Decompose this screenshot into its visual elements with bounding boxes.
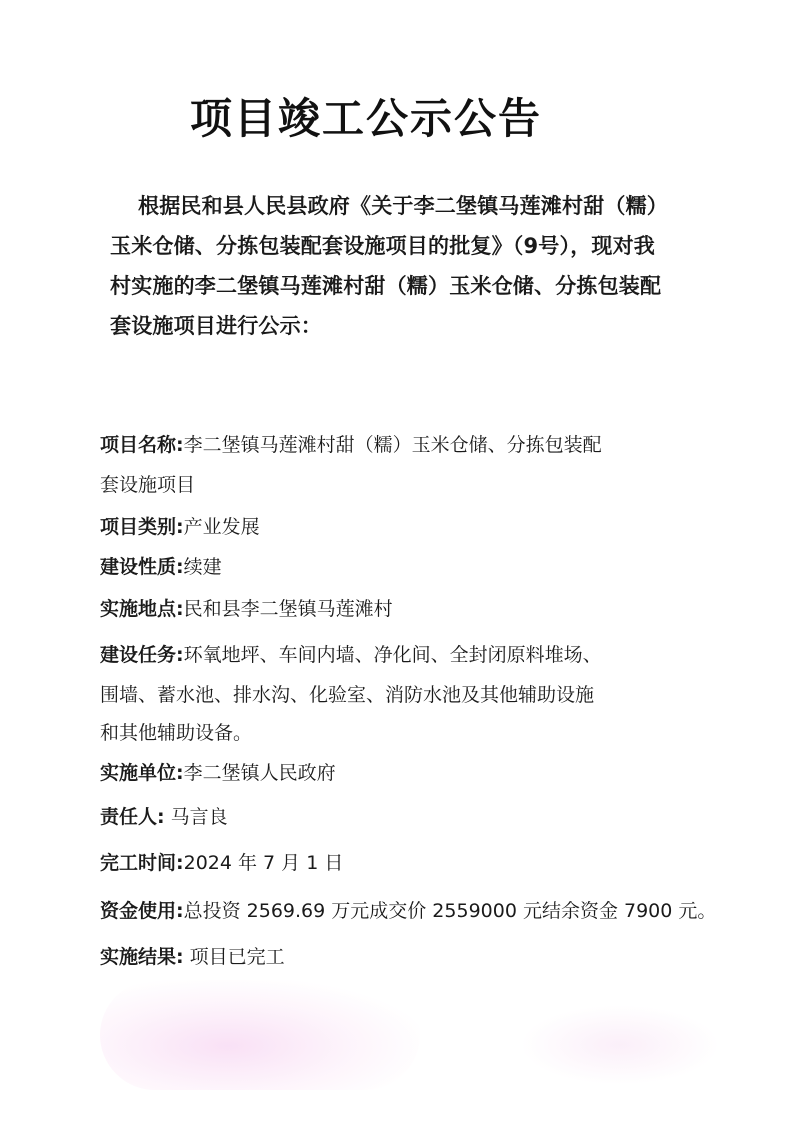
field-label: 实施单位: [100, 762, 184, 784]
pink-stain-decoration [100, 980, 420, 1090]
intro-line-3: 村实施的李二堡镇马莲滩村甜（糯）玉米仓储、分拣包装配 [110, 274, 662, 298]
field-label: 实施结果: [100, 946, 184, 968]
intro-line-1: 根据民和县人民县政府《关于李二堡镇马莲滩村甜（糯） [138, 194, 668, 218]
intro-line-4: 套设施项目进行公示： [110, 314, 322, 338]
field-value: 马言良 [164, 806, 228, 828]
field-location [100, 594, 393, 621]
field-tasks-cont-2: 和其他辅助设备。 [100, 722, 253, 744]
field-funds [100, 896, 716, 923]
field-tasks [100, 640, 602, 667]
intro-line-2: 玉米仓储、分拣包装配套设施项目的批复》（9号），现对我 [110, 234, 656, 258]
field-value: 总投资 2569.69 万元成交价 2559000 元结余资金 7900 元。 [183, 900, 717, 922]
field-project-category [100, 512, 260, 539]
field-label: 项目名称: [100, 434, 184, 456]
field-label: 实施地点: [100, 598, 184, 620]
field-tasks-cont-1: 围墙、蓄水池、排水沟、化验室、消防水池及其他辅助设施 [100, 684, 595, 706]
field-unit [100, 758, 336, 785]
document-title: 项目竣工公示公告 [190, 94, 543, 143]
field-value: 产业发展 [183, 516, 260, 538]
field-value: 李二堡镇马莲滩村甜（糯）玉米仓储、分拣包装配 [183, 434, 602, 456]
field-label: 资金使用: [100, 900, 184, 922]
field-label: 建设任务: [100, 644, 184, 666]
field-value: 环氧地坪、车间内墙、净化间、全封闭原料堆场、 [183, 644, 602, 666]
field-value: 民和县李二堡镇马莲滩村 [183, 598, 393, 620]
field-project-name [100, 430, 602, 457]
field-value: 2024 年 7 月 1 日 [183, 852, 344, 874]
field-construction-nature [100, 552, 222, 579]
field-value: 续建 [183, 556, 222, 578]
pink-stain-decoration-2 [520, 1005, 720, 1085]
field-label: 项目类别: [100, 516, 184, 538]
field-label: 建设性质: [100, 556, 184, 578]
field-result [100, 942, 285, 969]
field-value: 李二堡镇人民政府 [183, 762, 336, 784]
field-project-name-cont: 套设施项目 [100, 474, 196, 496]
field-completion-time [100, 848, 343, 875]
field-value: 项目已完工 [183, 946, 285, 968]
field-responsible [100, 802, 228, 829]
field-label: 完工时间: [100, 852, 184, 874]
field-label: 责任人: [100, 806, 165, 828]
